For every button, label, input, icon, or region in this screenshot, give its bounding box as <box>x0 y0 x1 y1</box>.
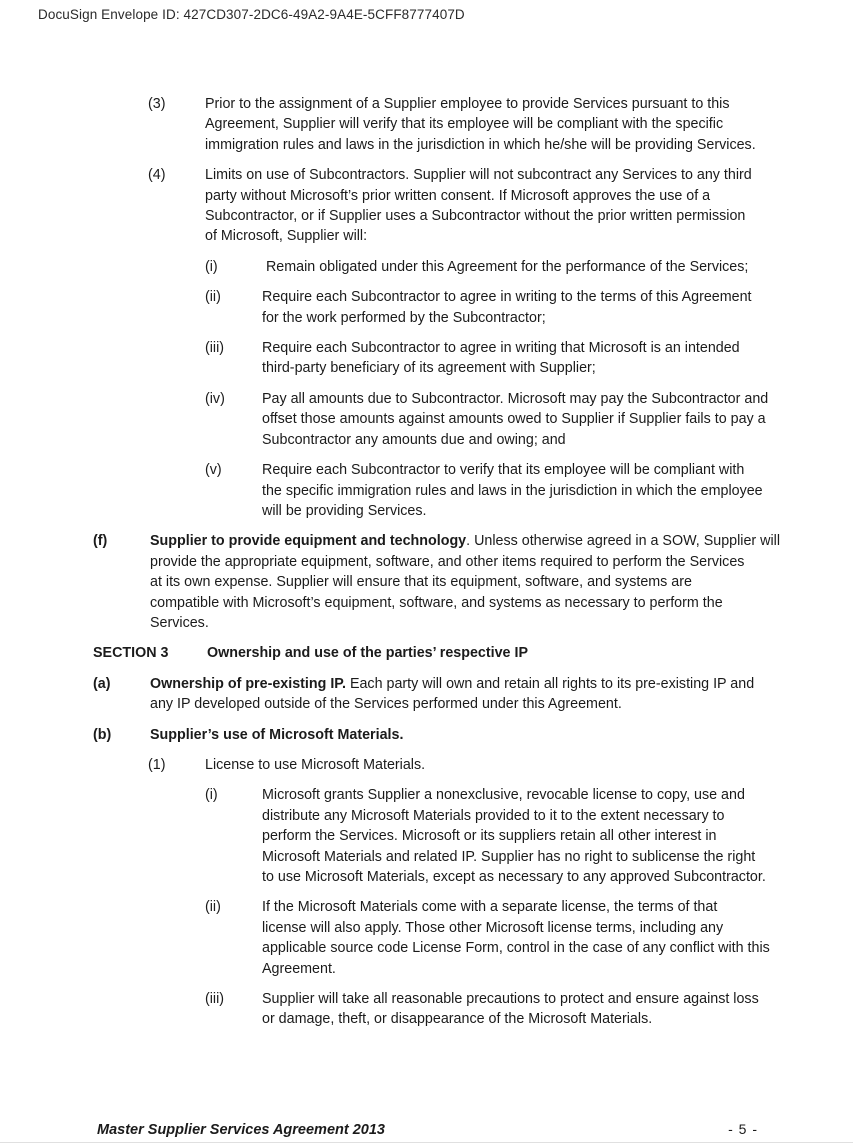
paragraph-text: Require each Subcontractor to agree in writing to the terms of this Agreement for the work performed by the Subcontractor; <box>262 289 752 326</box>
paragraph <box>0 725 853 745</box>
paragraph-text: Supplier will take all reasonable precautions to protect and ensure against loss or damage, theft, or disappearance of the Microsoft Materials. <box>262 991 759 1028</box>
paragraph-text: Limits on use of Subcontractors. Supplier will not subcontract any Services to any third party without Microsoft’s prior written consent. If Microsoft approves the use of a Subcontractor, or if Supplier uses a Subcontractor without the prior written permission of Microsoft, Supplier will: <box>205 167 752 245</box>
paragraph-label: (3) <box>148 96 166 112</box>
paragraph-text: If the Microsoft Materials come with a separate license, the terms of that license will also apply. Those other Microsoft license terms, including any applicable source code License Form, control in the case of any conflict with this Agreement. <box>262 899 770 977</box>
document-body <box>0 94 853 1040</box>
paragraph <box>0 674 853 715</box>
paragraph-label: (ii) <box>205 899 221 916</box>
paragraph <box>0 785 853 887</box>
paragraph <box>0 94 853 155</box>
paragraph-text: Ownership of pre-existing IP. Each party will own and retain all rights to its pre-existing IP and any IP developed outside of the Services performed under this Agreement. <box>150 675 755 713</box>
paragraph-text: Ownership and use of the parties’ respective IP <box>207 645 528 662</box>
paragraph-text: Supplier’s use of Microsoft Materials. <box>150 726 404 743</box>
paragraph-text: Microsoft grants Supplier a nonexclusive, revocable license to copy, use and distribute any Microsoft Materials provided to it to the extent necessary to perform the Services. Microsoft or its suppliers retain all other interest in Microsoft Materials and related IP. Supplier has no right to sublicense the right to use Microsoft Materials, except as necessary to any approved Subcontractor. <box>262 787 766 885</box>
paragraph <box>0 287 853 328</box>
paragraph-label: (v) <box>205 462 222 479</box>
paragraph <box>0 257 853 277</box>
paragraph <box>0 643 853 663</box>
paragraph-text: Supplier to provide equipment and technology. Unless otherwise agreed in a SOW, Supplier will provide the appropriate equipment, software, and other items required to perform the Services at its own expense. Supplier will ensure that its equipment, software, and systems are compatible with Microsoft’s equipment, software, and systems as necessary to perform the Services. <box>150 533 781 631</box>
docusign-envelope-id: DocuSign Envelope ID: 427CD307-2DC6-49A2-9A4E-5CFF8777407D <box>38 7 465 22</box>
paragraph-label: (iii) <box>205 340 225 357</box>
paragraph-label: SECTION 3 <box>93 645 169 662</box>
paragraph <box>0 531 853 633</box>
paragraph <box>0 165 853 247</box>
paragraph-label: (f) <box>93 533 108 550</box>
paragraph-label: (i) <box>205 258 218 275</box>
paragraph-label: (4) <box>148 167 166 184</box>
page-footer <box>97 1121 758 1138</box>
paragraph <box>0 389 853 450</box>
paragraph-text: Pay all amounts due to Subcontractor. Microsoft may pay the Subcontractor and offset those amounts against amounts owed to Supplier if Supplier fails to pay a Subcontractor any amounts due and owing; and <box>262 390 769 448</box>
paragraph-label: (iii) <box>205 991 225 1008</box>
paragraph-text: Require each Subcontractor to agree in writing that Microsoft is an intended third-party beneficiary of its agreement with Supplier; <box>262 340 740 377</box>
paragraph-label: (ii) <box>205 289 221 306</box>
paragraph-text: Remain obligated under this Agreement for the performance of the Services; <box>262 258 749 275</box>
page-bottom-divider <box>0 1142 853 1143</box>
paragraph-label: (a) <box>93 675 111 692</box>
paragraph <box>0 897 853 979</box>
paragraph-label: (i) <box>205 787 218 804</box>
paragraph <box>0 755 853 775</box>
paragraph <box>0 338 853 379</box>
footer-page-number: - 5 - <box>728 1121 758 1137</box>
paragraph-label: (1) <box>148 756 166 773</box>
paragraph <box>0 989 853 1030</box>
paragraph <box>0 460 853 521</box>
footer-document-title: Master Supplier Services Agreement 2013 <box>97 1122 385 1138</box>
paragraph-label: (b) <box>93 726 112 743</box>
paragraph-label: (iv) <box>205 390 225 407</box>
paragraph-text: Require each Subcontractor to verify that its employee will be compliant with the specific immigration rules and laws in the jurisdiction in which the employee will be providing Services. <box>262 462 763 519</box>
paragraph-text: Prior to the assignment of a Supplier employee to provide Services pursuant to this Agreement, Supplier will verify that its employee will be compliant with the specific immigration rules and laws in the jurisdiction in which he/she will be providing Services. <box>205 96 756 153</box>
paragraph-text: License to use Microsoft Materials. <box>205 756 426 773</box>
